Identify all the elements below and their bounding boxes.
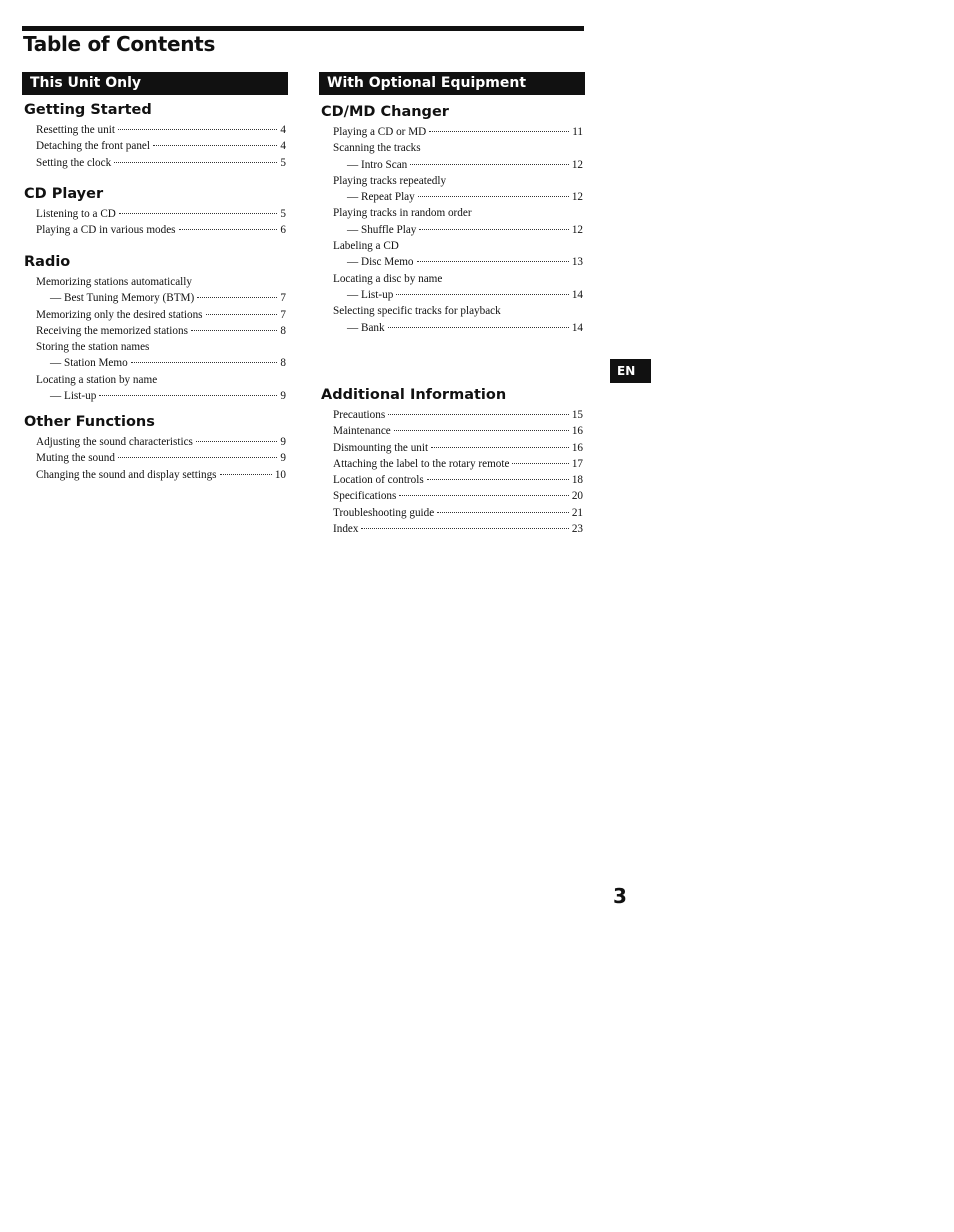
toc-entry-page: 17	[571, 457, 583, 470]
toc-entry	[333, 320, 583, 336]
toc-entry-label: Selecting specific tracks for playback	[333, 305, 501, 318]
toc-entry-label: — Disc Memo	[347, 256, 414, 269]
toc-entry-page: 7	[280, 308, 286, 321]
dot-leader	[429, 131, 569, 132]
toc-entry-page: 13	[571, 256, 583, 269]
toc-entry-label: Muting the sound	[36, 452, 115, 465]
dot-leader	[419, 229, 568, 230]
toc-entry	[36, 138, 286, 154]
section-getting-started	[22, 100, 288, 171]
toc-entry-label: Scanning the tracks	[333, 142, 421, 155]
toc-entry	[36, 274, 286, 290]
toc-entry-page: 23	[571, 523, 583, 536]
dot-leader	[388, 327, 569, 328]
toc-entry-label: Memorizing only the desired stations	[36, 308, 203, 321]
toc-entry-label: Maintenance	[333, 425, 391, 438]
toc-entry-label: — List-up	[50, 390, 97, 403]
dot-leader	[114, 162, 277, 163]
toc-entries	[319, 407, 585, 537]
toc-entry	[333, 254, 583, 270]
toc-entry-page: 21	[571, 506, 583, 519]
dot-leader	[417, 261, 569, 262]
toc-entry	[36, 222, 286, 238]
toc-entry-page: 12	[571, 191, 583, 204]
toc-entry-label: Receiving the memorized stations	[36, 324, 188, 337]
toc-entry	[333, 521, 583, 537]
toc-entry-label: Storing the station names	[36, 341, 150, 354]
toc-entry-page: 12	[571, 223, 583, 236]
toc-entry-label: Index	[333, 523, 359, 536]
dot-leader	[399, 495, 568, 496]
dot-leader	[197, 297, 277, 298]
toc-entry-label: Playing a CD or MD	[333, 126, 427, 138]
toc-entry-label: Resetting the unit	[36, 124, 115, 136]
dot-leader	[388, 414, 569, 415]
toc-entry	[36, 323, 286, 339]
dot-leader	[361, 528, 568, 529]
toc-entry-page: 7	[280, 292, 286, 305]
toc-entry-label: Location of controls	[333, 474, 424, 487]
toc-entry-page: 15	[571, 409, 583, 421]
toc-entry-label: Troubleshooting guide	[333, 506, 435, 519]
section-cd-md-changer	[319, 102, 585, 336]
dot-leader	[179, 229, 278, 230]
toc-entry-label: — Bank	[347, 321, 385, 334]
dot-leader	[394, 430, 569, 431]
toc-entry-label: Playing tracks in random order	[333, 207, 472, 220]
toc-entry	[36, 372, 286, 388]
toc-entry	[36, 355, 286, 371]
section-title: CD/MD Changer	[321, 104, 449, 120]
toc-entry	[36, 388, 286, 404]
toc-entry	[333, 472, 583, 488]
toc-entry-label: Locating a disc by name	[333, 272, 443, 285]
toc-entry-page: 14	[571, 321, 583, 334]
section-radio	[22, 252, 288, 404]
toc-entry	[333, 124, 583, 140]
page-number: 3	[613, 884, 627, 908]
toc-entry-label: — Intro Scan	[347, 158, 408, 171]
right-banner: With Optional Equipment	[319, 72, 585, 95]
toc-entry-label: Detaching the front panel	[36, 140, 151, 153]
toc-entries	[22, 434, 288, 483]
toc-entries	[22, 206, 288, 239]
section-cd-player	[22, 184, 288, 239]
toc-entry	[333, 303, 583, 319]
toc-entry-page: 8	[280, 324, 286, 337]
toc-entries	[22, 122, 288, 171]
section-title: Radio	[24, 254, 71, 270]
toc-entry-label: Adjusting the sound characteristics	[36, 436, 193, 448]
section-additional-information	[319, 385, 585, 537]
section-title: Other Functions	[24, 414, 155, 430]
toc-entry-label: Labeling a CD	[333, 240, 399, 253]
dot-leader	[206, 314, 278, 315]
toc-entry-page: 18	[571, 474, 583, 487]
toc-entry	[333, 456, 583, 472]
toc-entry	[333, 157, 583, 173]
section-other-functions	[22, 412, 288, 483]
dot-leader	[191, 330, 277, 331]
toc-entry	[333, 189, 583, 205]
toc-entry-page: 14	[571, 288, 583, 301]
page-title: Table of Contents	[23, 32, 216, 56]
right-column	[319, 72, 585, 536]
dot-leader	[396, 294, 569, 295]
toc-entry	[36, 206, 286, 222]
toc-entries	[22, 274, 288, 404]
dot-leader	[131, 362, 278, 363]
dot-leader	[427, 479, 569, 480]
toc-entry	[333, 407, 583, 423]
dot-leader	[431, 447, 569, 448]
toc-entry-page: 9	[280, 436, 286, 448]
dot-leader	[118, 129, 277, 130]
dot-leader	[410, 164, 569, 165]
dot-leader	[99, 395, 277, 396]
toc-entry-page: 16	[571, 441, 583, 454]
dot-leader	[220, 474, 272, 475]
toc-entry-label: — List-up	[347, 288, 394, 301]
toc-entry-label: Attaching the label to the rotary remote	[333, 457, 510, 470]
toc-entry	[333, 205, 583, 221]
toc-entry	[36, 307, 286, 323]
left-column	[22, 72, 288, 481]
toc-entry	[333, 287, 583, 303]
toc-entry-page: 9	[280, 452, 286, 465]
section-title: Additional Information	[321, 387, 507, 403]
toc-entry-page: 9	[280, 390, 286, 403]
dot-leader	[437, 512, 569, 513]
language-tab: EN	[610, 359, 651, 383]
toc-entry-label: Specifications	[333, 490, 397, 503]
toc-entry-page: 4	[280, 140, 286, 153]
section-title: Getting Started	[24, 102, 152, 118]
dot-leader	[512, 463, 568, 464]
toc-entry-label: Precautions	[333, 409, 386, 421]
toc-entry-label: Memorizing stations automatically	[36, 276, 192, 288]
toc-entry-label: Dismounting the unit	[333, 441, 429, 454]
toc-entry-page: 20	[571, 490, 583, 503]
section-title: CD Player	[24, 186, 104, 202]
dot-leader	[118, 457, 277, 458]
toc-entry	[333, 222, 583, 238]
toc-entry-label: Changing the sound and display settings	[36, 468, 217, 481]
toc-entry-page: 6	[280, 224, 286, 237]
toc-entry	[36, 434, 286, 450]
toc-entry	[333, 271, 583, 287]
toc-entry-label: Playing a CD in various modes	[36, 224, 176, 237]
toc-entry-label: Locating a station by name	[36, 373, 158, 386]
toc-entry-label: — Shuffle Play	[347, 223, 417, 236]
toc-entries	[319, 124, 585, 336]
toc-entry	[36, 122, 286, 138]
toc-entry-page: 4	[280, 124, 286, 136]
toc-entry	[36, 155, 286, 171]
toc-entry-page: 16	[571, 425, 583, 438]
toc-entry-page: 5	[280, 156, 286, 169]
toc-entry	[333, 488, 583, 504]
toc-entry-label: Setting the clock	[36, 156, 112, 169]
toc-entry-page: 8	[280, 357, 286, 370]
toc-entry-label: Playing tracks repeatedly	[333, 174, 447, 187]
toc-entry	[333, 505, 583, 521]
toc-entry	[36, 290, 286, 306]
top-rule	[22, 26, 584, 31]
toc-entry-page: 5	[280, 208, 286, 220]
dot-leader	[119, 213, 278, 214]
dot-leader	[418, 196, 569, 197]
toc-entry-label: — Best Tuning Memory (BTM)	[50, 292, 195, 305]
toc-entry-page: 11	[572, 126, 583, 138]
toc-entry	[333, 423, 583, 439]
dot-leader	[153, 145, 277, 146]
toc-entry	[36, 450, 286, 466]
dot-leader	[196, 441, 278, 442]
toc-entry-label: — Station Memo	[50, 357, 128, 370]
toc-entry	[333, 440, 583, 456]
toc-entry-label: Listening to a CD	[36, 208, 116, 220]
toc-entry	[333, 238, 583, 254]
toc-entry-page: 10	[274, 468, 286, 481]
toc-entry	[36, 467, 286, 483]
left-banner: This Unit Only	[22, 72, 288, 95]
toc-entry-label: — Repeat Play	[347, 191, 415, 204]
toc-entry-page: 12	[571, 158, 583, 171]
toc-entry	[333, 173, 583, 189]
toc-entry	[333, 140, 583, 156]
toc-entry	[36, 339, 286, 355]
